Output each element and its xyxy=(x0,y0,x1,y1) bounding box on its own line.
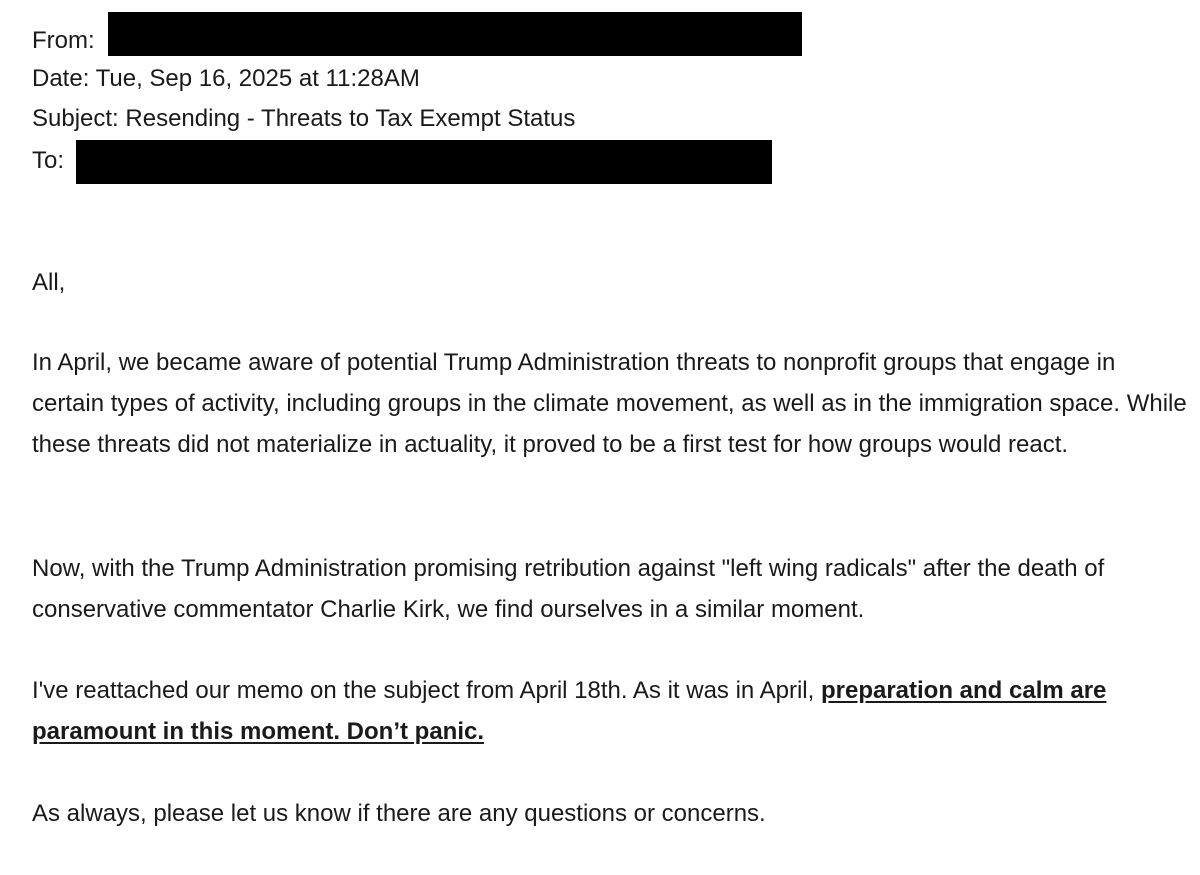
paragraph-memo xyxy=(32,670,1192,752)
redacted-from-address xyxy=(108,12,802,56)
redacted-to-address xyxy=(76,140,772,184)
subject-line: Subject: Resending - Threats to Tax Exempt Status xyxy=(32,105,576,132)
greeting: All, xyxy=(32,269,66,296)
emphasis-text: preparation and calm are paramount in this moment. Don’t panic. xyxy=(32,677,1107,745)
paragraph-closing: As always, please let us know if there are any questions or concerns. xyxy=(32,800,766,827)
date-line: Date: Tue, Sep 16, 2025 at 11:28AM xyxy=(32,65,420,92)
paragraph-april-threats: In April, we became aware of potential Trump Administration threats to nonprofit groups that engage in certain types of activity, including groups in the climate movement, as well as in the immigration space. While these threats did not materialize in actuality, it proved to be a first test for how groups would react. xyxy=(32,349,1187,458)
paragraph-retribution: Now, with the Trump Administration promising retribution against "left wing radicals" after the death of conservative commentator Charlie Kirk, we find ourselves in a similar moment. xyxy=(32,555,1105,623)
to-label: To: xyxy=(32,147,65,174)
from-label: From: xyxy=(32,27,95,54)
memo-text: I've reattached our memo on the subject from April 18th. As it was in April, xyxy=(32,677,821,704)
